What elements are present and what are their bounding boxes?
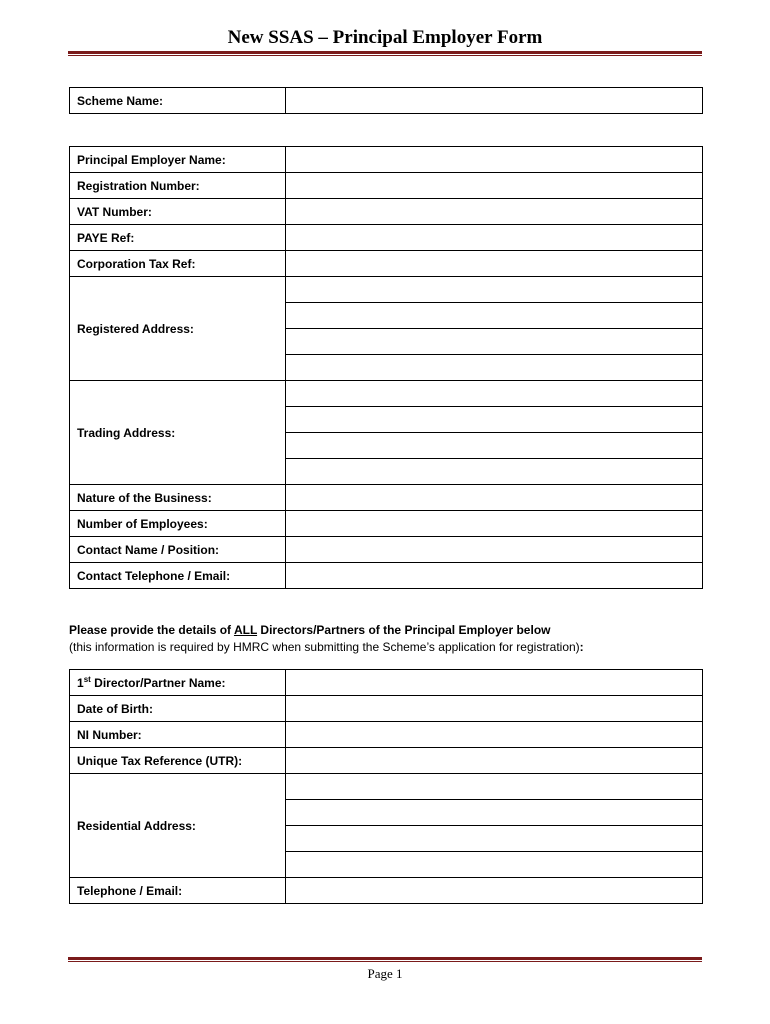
ct-row <box>70 251 703 277</box>
nature-label: Nature of the Business: <box>70 485 286 511</box>
residential-address-line-2[interactable] <box>286 800 703 826</box>
employees-row <box>70 511 703 537</box>
paye-field[interactable] <box>286 225 703 251</box>
director-tel-row <box>70 878 703 904</box>
dob-field[interactable] <box>286 696 703 722</box>
ni-row <box>70 722 703 748</box>
ni-field[interactable] <box>286 722 703 748</box>
all-emphasis: ALL <box>233 623 258 637</box>
form-title: New SSAS – Principal Employer Form <box>227 27 543 48</box>
registration-row <box>70 173 703 199</box>
paye-row <box>70 225 703 251</box>
registered-address-line-4[interactable] <box>286 355 703 381</box>
residential-address-line-1[interactable] <box>286 774 703 800</box>
footer-rule <box>68 957 702 962</box>
page-number: Page 1 <box>367 966 403 981</box>
employer-table <box>69 146 703 589</box>
dob-label: Date of Birth: <box>70 696 286 722</box>
director-name-row <box>70 670 703 696</box>
dob-row <box>70 696 703 722</box>
vat-field[interactable] <box>286 199 703 225</box>
registered-address-line-2[interactable] <box>286 303 703 329</box>
registration-label: Registration Number: <box>70 173 286 199</box>
contact-field[interactable] <box>286 537 703 563</box>
instructions-line-2: (this information is required by HMRC when submitting the Scheme’s application for registration): <box>69 640 584 654</box>
scheme-name-row <box>70 88 703 114</box>
trading-address-line-1[interactable] <box>286 381 703 407</box>
contact-tel-field[interactable] <box>286 563 703 589</box>
registered-address-line-1[interactable] <box>286 277 703 303</box>
employees-label: Number of Employees: <box>70 511 286 537</box>
residential-address-line-3[interactable] <box>286 826 703 852</box>
registered-address-label: Registered Address: <box>70 277 286 381</box>
registered-address-row <box>70 277 703 303</box>
title-rule <box>68 51 702 56</box>
directors-instructions <box>69 622 709 656</box>
director-tel-label: Telephone / Email: <box>70 878 286 904</box>
vat-row <box>70 199 703 225</box>
residential-address-line-4[interactable] <box>286 852 703 878</box>
nature-row <box>70 485 703 511</box>
scheme-name-field[interactable] <box>286 88 703 114</box>
director-table <box>69 669 703 904</box>
director-name-field[interactable] <box>286 670 703 696</box>
contact-label: Contact Name / Position: <box>70 537 286 563</box>
scheme-table <box>69 87 703 114</box>
nature-field[interactable] <box>286 485 703 511</box>
residential-address-row <box>70 774 703 800</box>
registration-field[interactable] <box>286 173 703 199</box>
ct-field[interactable] <box>286 251 703 277</box>
ct-label: Corporation Tax Ref: <box>70 251 286 277</box>
utr-row <box>70 748 703 774</box>
trading-address-row <box>70 381 703 407</box>
contact-row <box>70 537 703 563</box>
trading-address-line-4[interactable] <box>286 459 703 485</box>
utr-label: Unique Tax Reference (UTR): <box>70 748 286 774</box>
employer-name-label: Principal Employer Name: <box>70 147 286 173</box>
employer-name-field[interactable] <box>286 147 703 173</box>
paye-label: PAYE Ref: <box>70 225 286 251</box>
ni-label: NI Number: <box>70 722 286 748</box>
trading-address-label: Trading Address: <box>70 381 286 485</box>
contact-tel-label: Contact Telephone / Email: <box>70 563 286 589</box>
trading-address-line-2[interactable] <box>286 407 703 433</box>
residential-address-label: Residential Address: <box>70 774 286 878</box>
utr-field[interactable] <box>286 748 703 774</box>
instructions-line-1: Please provide the details of ALL Directors/Partners of the Principal Employer below <box>69 623 551 637</box>
employees-field[interactable] <box>286 511 703 537</box>
director-tel-field[interactable] <box>286 878 703 904</box>
vat-label: VAT Number: <box>70 199 286 225</box>
registered-address-line-3[interactable] <box>286 329 703 355</box>
employer-name-row <box>70 147 703 173</box>
director-name-label: 1st Director/Partner Name: <box>70 670 286 696</box>
trading-address-line-3[interactable] <box>286 433 703 459</box>
contact-tel-row <box>70 563 703 589</box>
scheme-name-label: Scheme Name: <box>70 88 286 114</box>
